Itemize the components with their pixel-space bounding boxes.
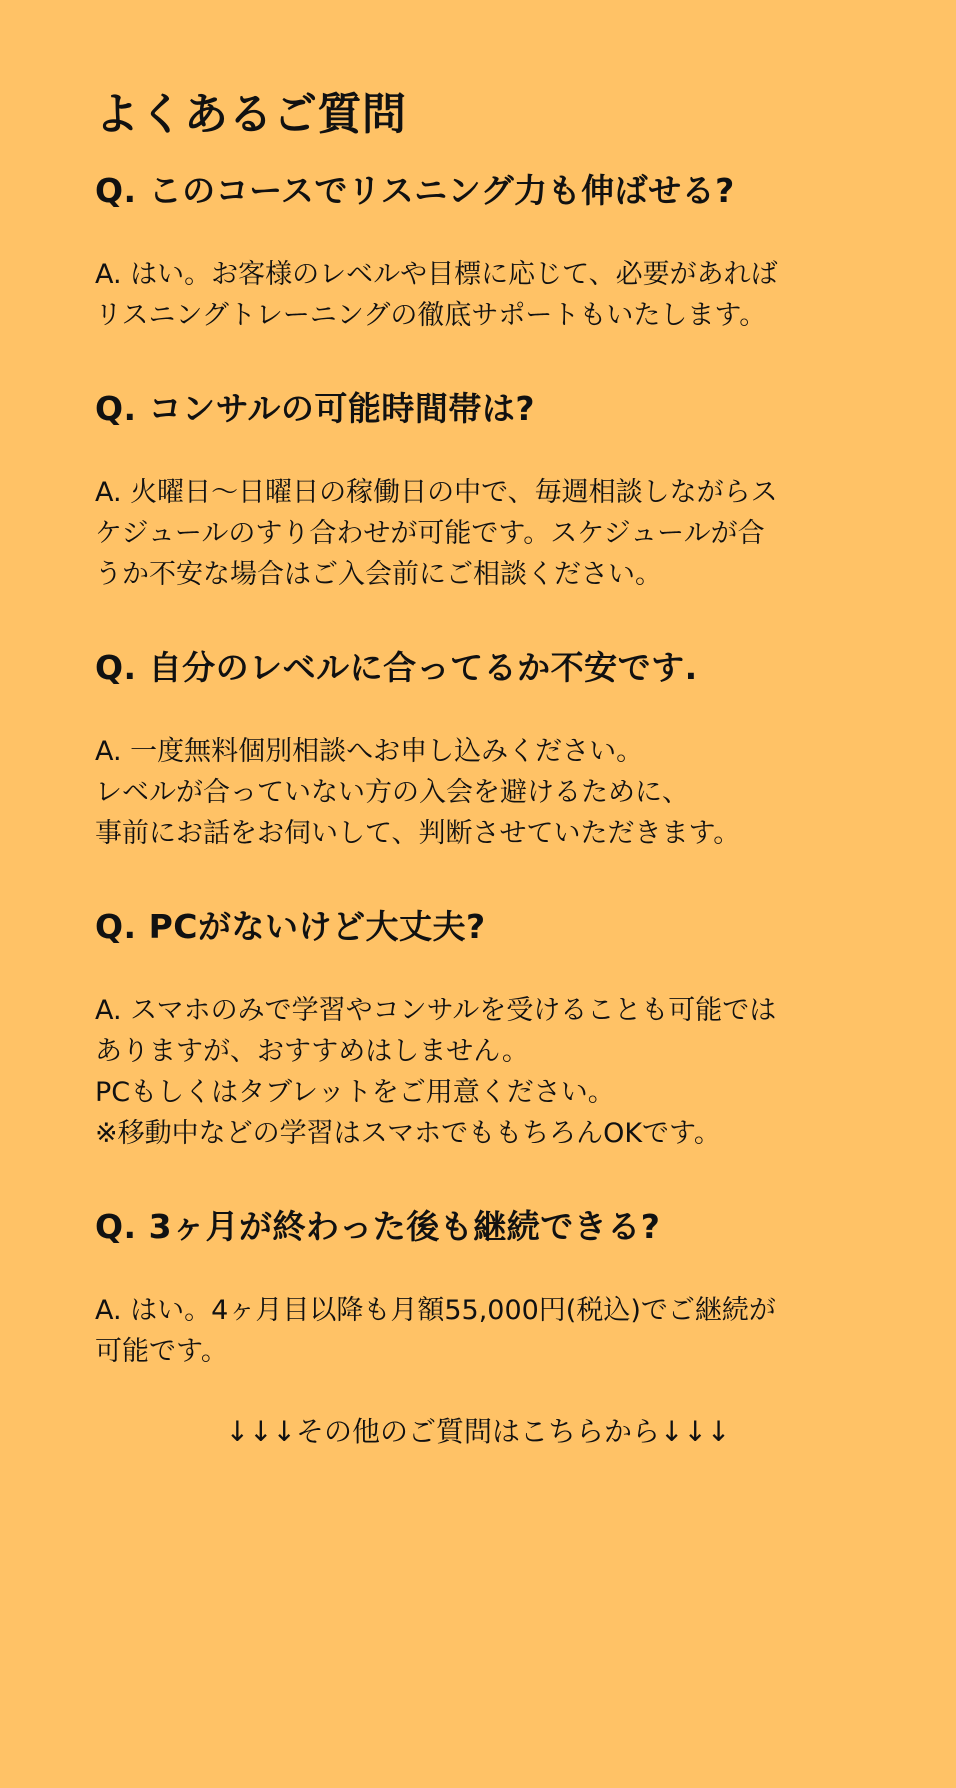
more-questions-link[interactable]: ↓↓↓その他のご質問はこちらから↓↓↓ <box>225 1415 731 1448</box>
faq-answer: A. スマホのみで学習やコンサルを受けることも可能では ありますが、おすすめはしません。 PCもしくはタブレットをご用意ください。 ※移動中などの学習はスマホでももちろんOKです。 <box>95 995 777 1149</box>
faq-item-listening <box>95 167 861 336</box>
faq-item-consult-hours <box>95 385 861 595</box>
faq-question: Q. このコースでリスニング力も伸ばせる? <box>95 171 735 210</box>
faq-question: Q. PCがないけど大丈夫? <box>95 907 486 946</box>
faq-title: よくあるご質問 <box>95 89 407 140</box>
faq-answer: A. はい。4ヶ月目以降も月額55,000円(税込)でご継続が 可能です。 <box>95 1295 776 1367</box>
faq-answer: A. 一度無料個別相談へお申し込みください。 レベルが合っていない方の入会を避けるために、 事前にお話をお伺いして、判断させていただきます。 <box>95 736 741 849</box>
faq-answer: A. 火曜日〜日曜日の稼働日の中で、毎週相談しながらス ケジュールのすり合わせが可能です。スケジュールが合 うか不安な場合はご入会前にご相談ください。 <box>95 477 778 590</box>
faq-list <box>95 167 861 1372</box>
faq-question: Q. 自分のレベルに合ってるか不安です. <box>95 648 698 687</box>
faq-question: Q. 3ヶ月が終わった後も継続できる? <box>95 1207 661 1246</box>
faq-item-pc <box>95 903 861 1154</box>
faq-item-level <box>95 644 861 854</box>
faq-item-continuation <box>95 1203 861 1372</box>
faq-answer: A. はい。お客様のレベルや目標に応じて、必要があれば リスニングトレーニングの徹底サポートもいたします。 <box>95 259 778 331</box>
faq-question: Q. コンサルの可能時間帯は? <box>95 389 536 428</box>
